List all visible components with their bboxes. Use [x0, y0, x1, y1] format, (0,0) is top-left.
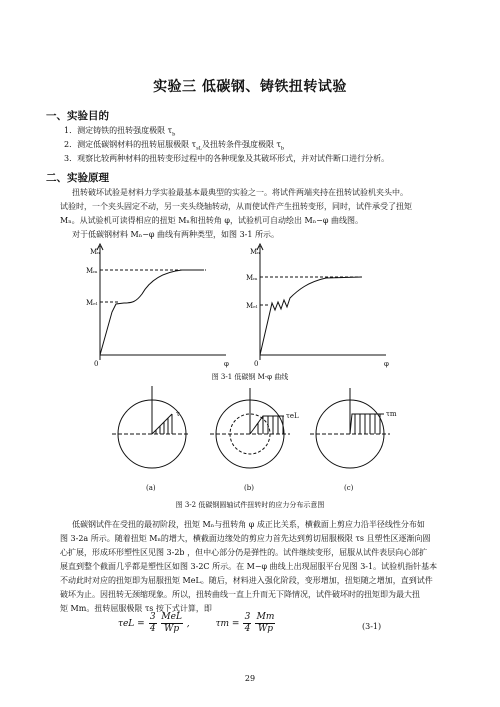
right-x-label: φ [384, 360, 389, 368]
figure-3-1 [86, 240, 406, 370]
right-curve [260, 277, 362, 355]
tau-c-label: τm [386, 410, 397, 418]
formula-lhs-1: τeL = [118, 618, 145, 629]
figure-3-2 [60, 386, 440, 498]
section-a-slope [152, 414, 172, 434]
left-origin-label: 0 [94, 360, 99, 368]
formula-fraction-2a: 3 4 [244, 612, 251, 634]
right-mel-label: Mₑₗ [246, 302, 258, 310]
formula-lhs-2: τm = [215, 618, 240, 629]
left-chart [97, 244, 226, 360]
label-a: (a) [146, 484, 156, 492]
section-c-stress-arrows [355, 414, 380, 434]
formula-fraction-2b: Mm Wp [256, 612, 275, 634]
left-mm-label: Mₘ [86, 267, 98, 275]
formula-fraction-1a: 3 4 [149, 612, 156, 634]
left-mel-label: Mₑₗ [86, 299, 98, 307]
purpose-item-1: 1．测定铸铁的扭转强度极限 $\tau_b$ [64, 126, 176, 138]
section-b-profile [250, 416, 284, 434]
section-heading-principle: 二、实验原理 [46, 172, 109, 184]
formula-fraction-1b: MeL Wp [161, 612, 182, 634]
tau-b-label: τeL [286, 412, 299, 420]
page-number: 29 [244, 674, 256, 683]
right-y-label: Mₙ [250, 248, 261, 256]
figure-3-2-caption: 图 3-2 低碳钢圆轴试件扭转时的应力分布示意图 [175, 501, 325, 509]
right-origin-label: 0 [254, 360, 259, 368]
formula-3-1: τeL = 3 4 MeL Wp , τm = 3 4 Mm Wp [118, 612, 275, 634]
left-x-label: φ [224, 360, 229, 368]
right-chart [257, 244, 386, 360]
principle-paragraph-2: 低碳钢试件在受扭的最初阶段，扭矩 Mₙ与扭转角 φ 成正比关系，横截面上剪应力沿半径线性分布如 图 3-2a 所示。随着扭矩 Mₙ的增大，横截面边缘处的剪应力首先达到剪切屈服极限 τs 且塑性区逐渐向圆 心扩展，形成环形塑性区见图 3-2b ，但中心部分仍是弹性的。试件继续变形，屈服从试件表层向心部扩 展直到整个截面几乎都是塑性区如图 3-2C 所示。在 M−φ 曲线上出现屈服平台见图 3-1。试验机指针基本 不动此时对应的扭矩即为屈服扭矩 MeL。随后，材料进入强化阶段，变形增加，扭矩随之增加，直到试件 破坏为止。因扭转无颈缩现象。所以，扭转曲线一直上升而无下降情况，试件破坏时的扭矩即为最大扭 矩 Mm。扭转屈服极限 τs 按下式计算，即 [60, 520, 438, 613]
label-b: (b) [244, 484, 254, 492]
purpose-item-3: 3．观察比较两种材料的扭转变形过程中的各种现象及其破坏形式，并对试件断口进行分析。 [64, 154, 390, 163]
label-c: (c) [344, 484, 354, 492]
right-mm-label: Mₘ [246, 274, 258, 282]
purpose-item-2: 2．测定低碳钢材料的扭转屈服极限 $\tau_{sL}$及扭转条件强度极限 $\tau_b$ [64, 140, 285, 152]
formula-number: (3-1) [362, 622, 382, 631]
left-y-label: Mₙ [90, 248, 101, 256]
tau-a-label: τ [176, 410, 180, 418]
left-curve [100, 270, 204, 355]
page-title: 实验三 低碳钢、铸铁扭转试验 [153, 79, 347, 95]
section-heading-purpose: 一、实验目的 [46, 110, 109, 122]
principle-paragraph-1: 扭转破坏试验是材料力学实验最基本最典型的实验之一。将试件两端夹持在扭转试验机夹头中。 试验时，一个夹头固定不动，另一夹头绕轴转动，从而使试件产生扭转变形，同时，试件承受了扭矩 Mₙ。从试验机可读得相应的扭矩 Mₙ和扭转角 φ，试验机可自动绘出 Mₙ−φ 曲线图。 对于低碳钢材料 Mₙ−φ 曲线有两种类型，如图 3-1 所示。 [60, 188, 412, 239]
figure-3-1-caption: 图 3-1 低碳钢 M-φ 曲线 [211, 373, 289, 381]
section-b-stress-arrows [258, 416, 283, 434]
